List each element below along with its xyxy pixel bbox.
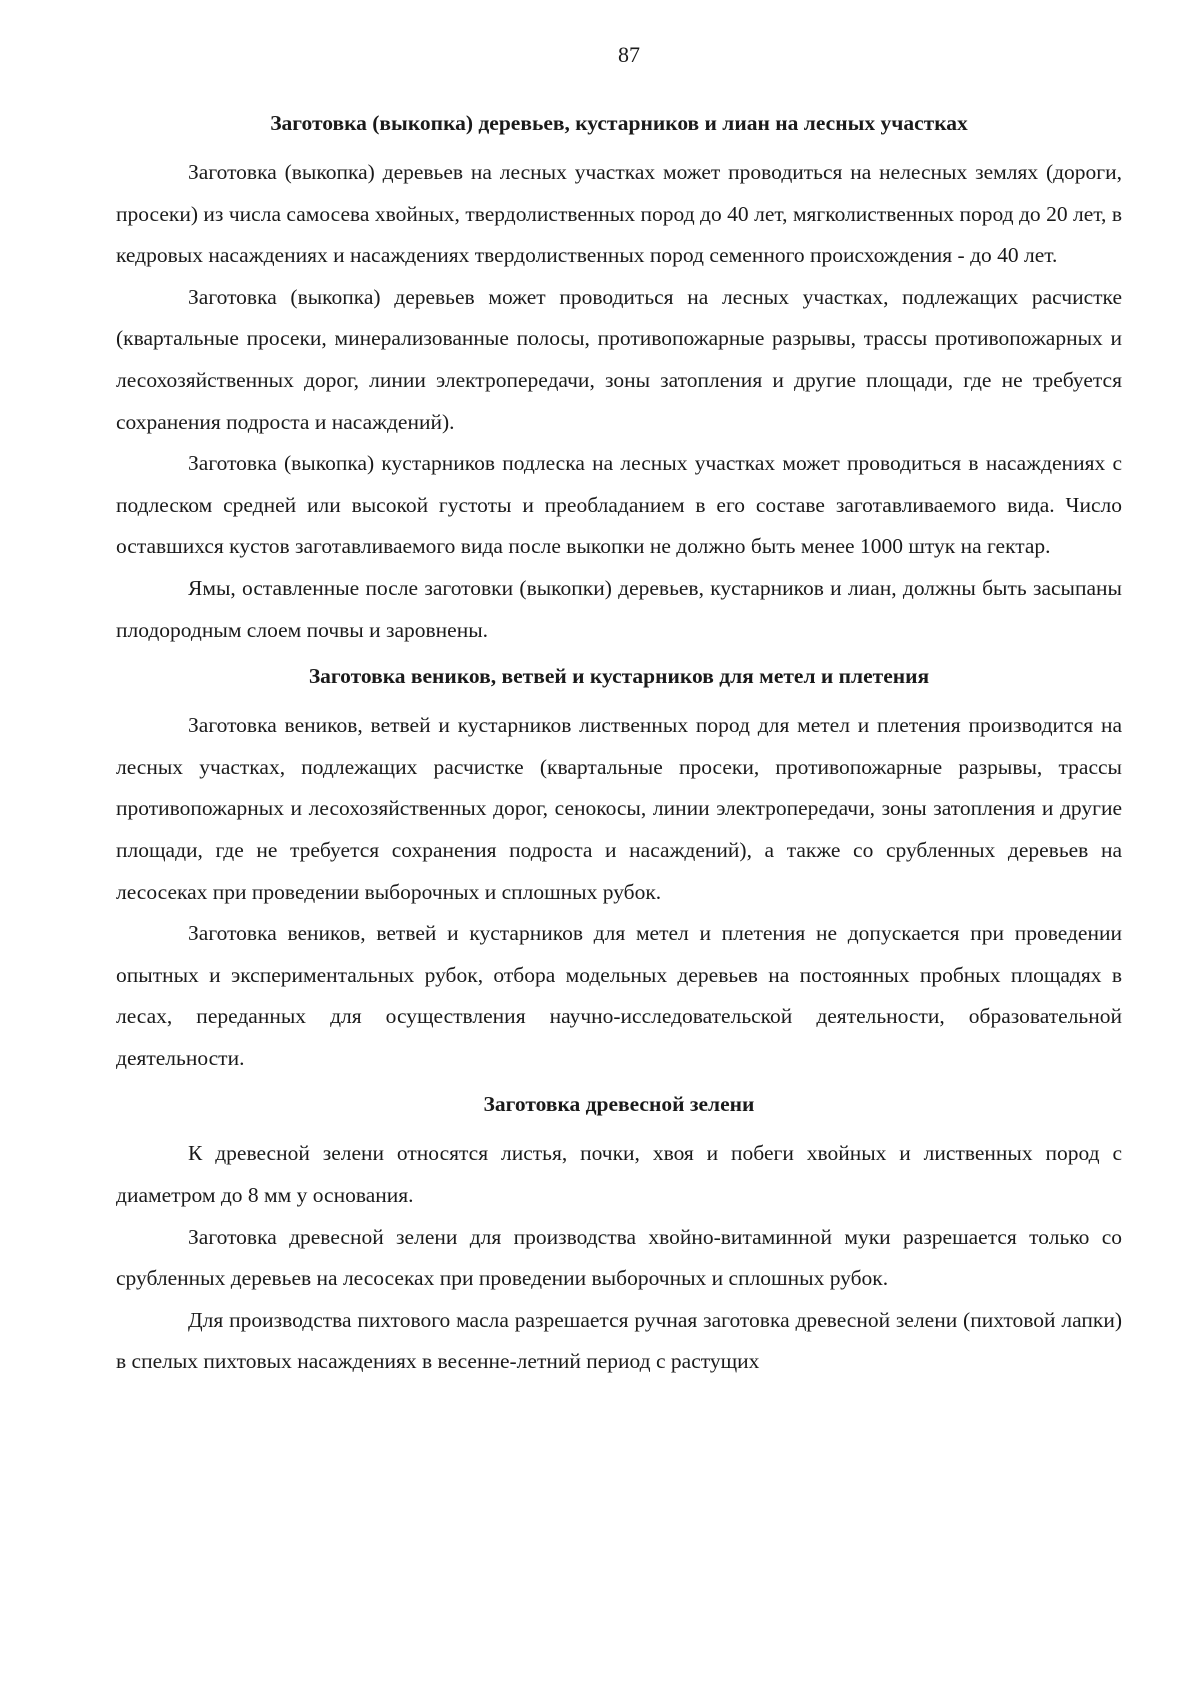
section-title: Заготовка веников, ветвей и кустарников для метел и плетения [308,664,930,689]
page-number: 87 [618,42,640,67]
paragraph: Заготовка веников, ветвей и кустарников лиственных пород для метел и плетения производится на лесных участках, подлежащих расчистке (квартальные просеки, противопожарные разрывы, трассы противопожарных и лесохозяйственных дорог, сенокосы, линии электропередачи, зоны затопления и другие площади, где не требуется сохранения подроста и насаждений), а также со срубленных деревьев на лесосеках при проведении выборочных и сплошных рубок. [116,713,1122,904]
paragraph: К древесной зелени относятся листья, почки, хвоя и побеги хвойных и лиственных пород с диаметром до 8 мм у основания. [116,1141,1122,1208]
section-title: Заготовка древесной зелени [483,1092,755,1117]
section-title: Заготовка (выкопка) деревьев, кустарников и лиан на лесных участках [270,111,968,135]
paragraph: Заготовка веников, ветвей и кустарников для метел и плетения не допускается при проведении опытных и экспериментальных рубок, отбора модельных деревьев на постоянных пробных площадях в лесах, переданных для осуществления научно-исследовательской деятельности, образовательной деятельности. [116,921,1122,1070]
paragraph: Заготовка (выкопка) деревьев может проводиться на лесных участках, подлежащих расчистке (квартальные просеки, минерализованные полосы, противопожарные разрывы, трассы противопожарных и лесохозяйственных дорог, линии электропередачи, зоны затопления и другие площади, где не требуется сохранения подроста и насаждений). [116,284,1122,434]
paragraph: Заготовка (выкопка) кустарников подлеска на лесных участках может проводиться в насаждениях с подлеском средней или высокой густоты и преобладанием в его составе заготавливаемого вида. Число оставшихся кустов заготавливаемого вида после выкопки не должно быть менее 1000 штук на гектар. [116,451,1122,559]
paragraph: Заготовка древесной зелени для производства хвойно-витаминной муки разрешается только со срубленных деревьев на лесосеках при проведении выборочных и сплошных рубок. [116,1224,1122,1291]
paragraph: Ямы, оставленные после заготовки (выкопки) деревьев, кустарников и лиан, должны быть засыпаны плодородным слоем почвы и заровнены. [116,575,1122,642]
paragraph: Для производства пихтового масла разрешается ручная заготовка древесной зелени (пихтовой лапки) в спелых пихтовых насаждениях в весенне-летний период с растущих [116,1307,1122,1374]
paragraph: Заготовка (выкопка) деревьев на лесных участках может проводиться на нелесных землях (дороги, просеки) из числа самосева хвойных, твердолиственных пород до 40 лет, мягколиственных пород до 20 лет, в кедровых насаждениях и насаждениях твердолиственных пород семенного происхождения - до 40 лет. [116,160,1122,268]
